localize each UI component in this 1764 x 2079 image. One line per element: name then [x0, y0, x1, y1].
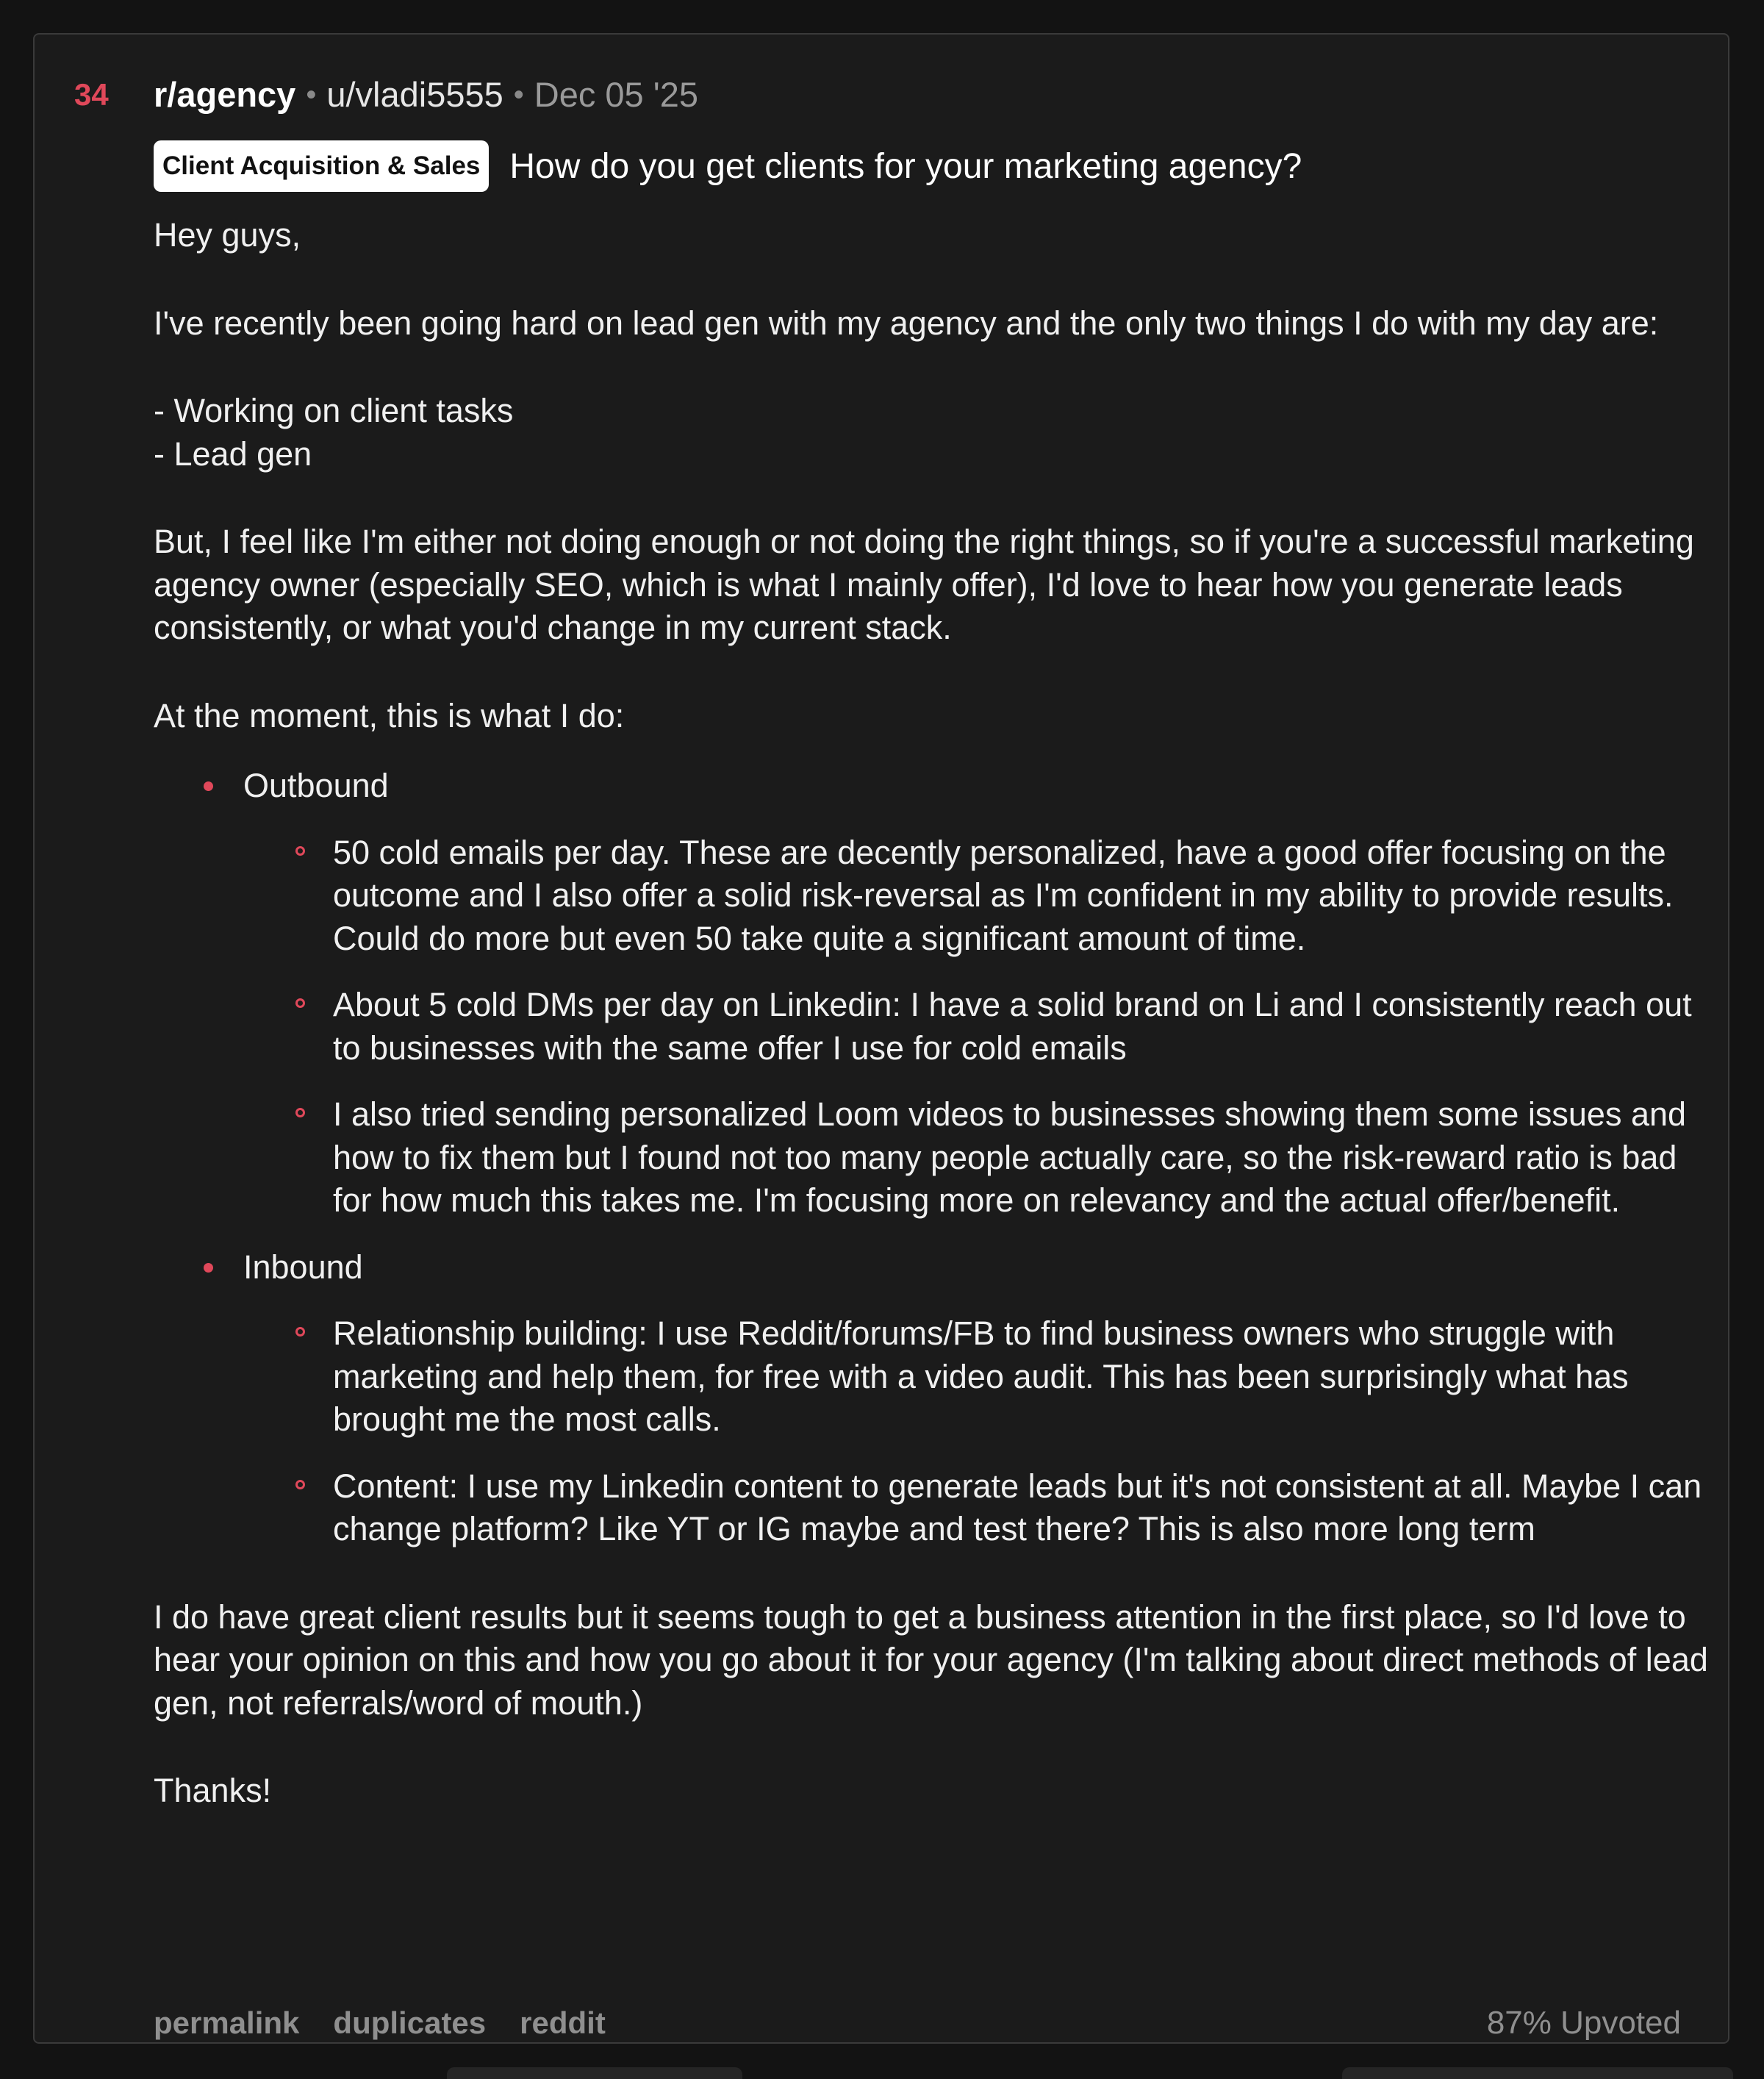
- list-item: [242, 984, 1723, 1070]
- post-score: 34: [74, 77, 109, 112]
- post-footer: [154, 2005, 1681, 2042]
- title-row: [154, 140, 1723, 192]
- reddit-link[interactable]: reddit: [520, 2005, 606, 2040]
- post-date: Dec 05 '25: [534, 75, 699, 114]
- circle-bullet-icon: [295, 1480, 305, 1489]
- post-body: [154, 214, 1723, 1813]
- bullet-icon: [204, 1263, 213, 1273]
- circle-bullet-icon: [295, 998, 305, 1008]
- meta-separator: •: [513, 79, 524, 111]
- duplicates-link[interactable]: duplicates: [333, 2005, 487, 2040]
- list-item-text: Content: I use my Linkedin content to generate leads but it's not consistent at all. Maybe I can change platform? Like YT or IG maybe and test there? This is also more long term: [333, 1467, 1702, 1547]
- upvote-ratio: 87% Upvoted: [1486, 2005, 1681, 2041]
- body-intro: I've recently been going hard on lead gen with my agency and the only two things I do with my day are:: [154, 304, 1659, 342]
- task-line: - Working on client tasks: [154, 392, 514, 429]
- list-item-text: I also tried sending personalized Loom videos to businesses showing them some issues and how to fix them but I found not too many people actually care, so the risk-reward ratio is bad for how much this takes me. I'm focusing more on relevancy and the actual offer/benefit.: [333, 1095, 1687, 1219]
- list-item-text: 50 cold emails per day. These are decently personalized, have a good offer focusing on the outcome and I also offer a solid risk-reversal as I'm confident in my ability to provide results. Could do more but even 50 take quite a significant amount of time.: [333, 833, 1674, 957]
- circle-bullet-icon: [295, 1327, 305, 1336]
- list-item: [154, 765, 1723, 1223]
- list-item: [154, 1246, 1723, 1551]
- circle-bullet-icon: [295, 846, 305, 856]
- post-meta: [154, 73, 1723, 117]
- next-panel-tab: [447, 2067, 742, 2079]
- list-item-text: Relationship building: I use Reddit/forums/FB to find business owners who struggle with marketing and help them, for free with a video audit. This has been surprisingly what has brought me the most calls.: [333, 1314, 1629, 1438]
- list-item: [242, 1465, 1723, 1551]
- bullet-icon: [204, 781, 213, 791]
- circle-bullet-icon: [295, 1108, 305, 1117]
- list-item: [242, 1312, 1723, 1442]
- next-panel-tab: [1342, 2067, 1733, 2079]
- post-flair[interactable]: Client Acquisition & Sales: [154, 140, 489, 192]
- list-group-label: Inbound: [243, 1248, 363, 1286]
- post-card: [33, 33, 1729, 2044]
- post-content: [154, 73, 1723, 1813]
- list-group-label: Outbound: [243, 767, 389, 804]
- meta-separator: •: [306, 79, 317, 111]
- post-title[interactable]: How do you get clients for your marketing agency?: [509, 146, 1302, 186]
- list-item-text: About 5 cold DMs per day on Linkedin: I have a solid brand on Li and I consistently reach out to businesses with the same offer I use for cold emails: [333, 986, 1692, 1067]
- strategy-list: [154, 765, 1723, 1551]
- body-greeting: Hey guys,: [154, 216, 301, 254]
- body-tasks: [154, 390, 1723, 476]
- task-line: - Lead gen: [154, 434, 312, 473]
- subreddit-link[interactable]: r/agency: [154, 75, 296, 114]
- body-signoff: Thanks!: [154, 1772, 272, 1809]
- author-link[interactable]: u/vladi5555: [326, 75, 503, 114]
- list-item: [242, 1093, 1723, 1223]
- body-concern: But, I feel like I'm either not doing enough or not doing the right things, so if you're a successful marketing agency owner (especially SEO, which is what I mainly offer), I'd love to hear how you generate leads consistently, or what you'd change in my current stack.: [154, 523, 1694, 646]
- list-item: [242, 831, 1723, 961]
- body-current: At the moment, this is what I do:: [154, 696, 625, 734]
- permalink-link[interactable]: permalink: [154, 2005, 300, 2040]
- body-closing: I do have great client results but it seems tough to get a business attention in the first place, so I'd love to hear your opinion on this and how you go about it for your agency (I'm talking about direct methods of lead gen, not referrals/word of mouth.): [154, 1597, 1708, 1722]
